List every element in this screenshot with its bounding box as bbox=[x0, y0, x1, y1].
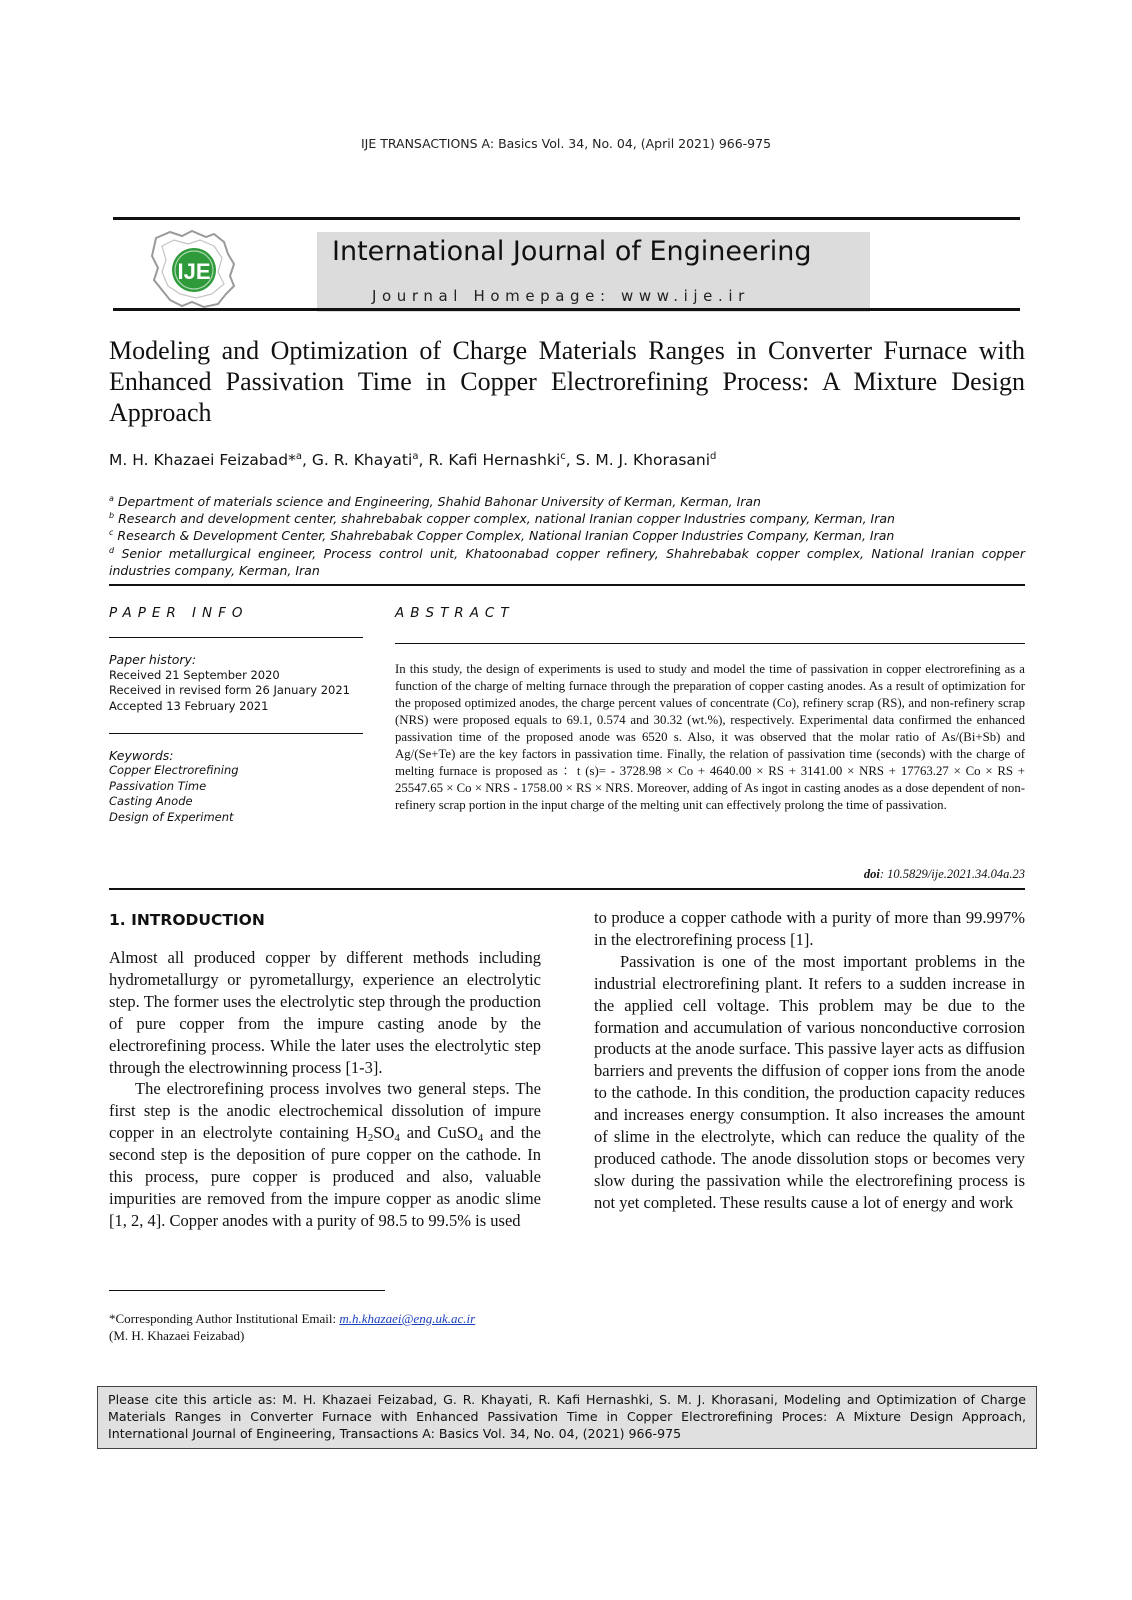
logo-text: IJE bbox=[177, 259, 211, 284]
author-name: G. R. Khayati bbox=[311, 451, 413, 470]
paper-info-rule bbox=[109, 637, 363, 638]
banner-bottom-rule bbox=[113, 308, 1020, 311]
affiliation-text: Senior metallurgical engineer, Process control unit, Khatoonabad copper refinery, Shahrebabak copper complex, National Iranian copper industries company, Kerman, Iran bbox=[109, 546, 1025, 579]
author-affiliation-mark: a bbox=[295, 451, 302, 462]
affiliation-mark: d bbox=[109, 546, 115, 555]
left-column bbox=[109, 947, 541, 1232]
subscript: 4 bbox=[477, 1132, 484, 1145]
right-column bbox=[594, 907, 1025, 1214]
text-run: and CuSO bbox=[399, 1123, 478, 1143]
paper-info-heading: PAPER INFO bbox=[109, 605, 249, 621]
section-rule bbox=[109, 584, 1025, 586]
author-separator: , bbox=[301, 451, 312, 470]
keywords-rule bbox=[109, 733, 363, 734]
revised-date: Received in revised form 26 January 2021 bbox=[109, 683, 350, 697]
author-affiliation-mark: a bbox=[412, 451, 419, 462]
author-name: R. Kafi Hernashki bbox=[428, 451, 561, 470]
subscript: 2 bbox=[367, 1132, 374, 1145]
affiliation-mark: c bbox=[109, 528, 114, 537]
doi-value: : 10.5829/ije.2021.34.04a.23 bbox=[879, 867, 1025, 881]
keywords-block bbox=[109, 748, 239, 825]
doi[interactable] bbox=[864, 867, 1025, 882]
citation-box: Please cite this article as: M. H. Khazaei Feizabad, G. R. Khayati, R. Kafi Hernashki, S. M. J. Khorasani, Modeling and Optimization of Charge Materials Ranges in Converter Furnace with Enhanced Passivation Time in Copper Electrorefining Proces: A Mixture Design Approach, International Journal of Engineering, Transactions A: Basics Vol. 34, No. 04, (2021) 966-975 bbox=[97, 1386, 1037, 1449]
journal-logo bbox=[148, 228, 240, 310]
affiliation-text: Department of materials science and Engineering, Shahid Bahonar University of Kerman, Kerman, Iran bbox=[117, 494, 761, 510]
author-list bbox=[109, 451, 716, 469]
keyword: Casting Anode bbox=[109, 794, 193, 808]
text-run: SO bbox=[373, 1123, 395, 1143]
corresponding-author-footnote bbox=[109, 1310, 475, 1344]
running-header: IJE TRANSACTIONS A: Basics Vol. 34, No. 04, (April 2021) 966-975 bbox=[360, 136, 772, 151]
abstract-heading: ABSTRACT bbox=[395, 605, 515, 621]
footnote-rule bbox=[109, 1290, 385, 1291]
author-separator: , bbox=[418, 451, 429, 470]
accepted-date: Accepted 13 February 2021 bbox=[109, 698, 269, 713]
keyword: Copper Electrorefining bbox=[109, 763, 239, 777]
paragraph: to produce a copper cathode with a purity of more than 99.997% in the electrorefining process [1]. bbox=[594, 908, 1025, 949]
author-affiliation-mark: c bbox=[560, 451, 566, 462]
paper-title: Modeling and Optimization of Charge Materials Ranges in Converter Furnace with Enhanced Passivation Time in Copper Electrorefining Process: A Mixture Design Approach bbox=[109, 336, 1025, 427]
footnote-prefix: *Corresponding Author Institutional Email: bbox=[109, 1311, 340, 1326]
section-rule bbox=[109, 888, 1025, 890]
affiliation-text: Research & Development Center, Shahrebabak Copper Complex, National Iranian Copper Industries Company, Kerman, Iran bbox=[117, 528, 895, 544]
keyword: Design of Experiment bbox=[109, 809, 234, 824]
subscript: 4 bbox=[394, 1132, 400, 1145]
text-run: The electrorefining process involves two general steps. The first step is the anodic electrochemical dissolution of impure copper in an electrolyte containing H bbox=[109, 1079, 541, 1143]
journal-homepage: Journal Homepage: www.ije.ir bbox=[372, 287, 750, 305]
keywords-label-text: Keywords bbox=[109, 748, 170, 763]
author-name: S. M. J. Khorasani bbox=[575, 451, 711, 470]
paper-history bbox=[109, 652, 350, 714]
paragraph: Passivation is one of the most important problems in the industrial electrorefining plant. It refers to a sudden increase in the applied cell voltage. This problem may be due to the formation and accumulation of various nonconductive corrosion products at the anode surface. This passive layer acts as diffusion barriers and prevents the diffusion of copper ions from the anode to the cathode. In this condition, the production capacity reduces and increases energy consumption. It also increases the amount of slime in the electrolyte, which can reduce the quality of the produced cathode. The anode dissolution stops or becomes very slow during the passivation while the electrorefining process is not yet completed. These results cause a lot of energy and work bbox=[594, 951, 1025, 1212]
affiliation-text: Research and development center, shahrebabak copper complex, national Iranian copper Industries company, Kerman, Iran bbox=[118, 511, 895, 527]
text-run: and the second step is the deposition of pure copper on the cathode. In this process, pure copper is produced and also, valuable impurities are removed from the impure copper as anodic slime [1, 2, 4]. Copper anodes with a purity of 98.5 to 99.5% is used bbox=[109, 1123, 542, 1230]
footnote-author-name: (M. H. Khazaei Feizabad) bbox=[109, 1328, 245, 1343]
affiliation bbox=[109, 542, 1025, 579]
author-affiliation-mark: d bbox=[710, 451, 717, 462]
doi-label: doi bbox=[863, 867, 880, 881]
author-separator: , bbox=[565, 451, 576, 470]
journal-name: International Journal of Engineering bbox=[332, 236, 812, 267]
paper-history-label: Paper history: bbox=[109, 652, 197, 667]
abstract-rule bbox=[395, 643, 1025, 644]
affiliation-mark: a bbox=[109, 494, 114, 503]
affiliation-mark: b bbox=[109, 511, 115, 520]
keyword: Passivation Time bbox=[109, 778, 207, 793]
paragraph: Almost all produced copper by different methods including hydrometallurgy or pyrometallurgy, experience an electrolytic step. The former uses the electrolytic step through the production of pure copper from the impure casting anode by the electrorefining process. While the later uses the electrolytic step through the electrowinning process [1-3]. bbox=[109, 948, 541, 1077]
keywords-label: Keywords: bbox=[109, 748, 174, 763]
author-email-link[interactable]: m.h.khazaei@eng.uk.ac.ir bbox=[339, 1311, 476, 1326]
paragraph bbox=[109, 1078, 541, 1231]
abstract-text: In this study, the design of experiments is used to study and model the time of passivation in copper electrorefining as a function of the charge of melting furnace through the preparation of copper casting anodes. As a result of optimization for the proposed optimized anodes, the charge percent values of concentrate (Co), refinery scrap (RS), and non-refinery scrap (NRS) were proposed equals to 69.1, 0.574 and 30.32 (wt.%), respectively. Experimental data confirmed the enhanced passivation time of the proposed anode was 6520 s. Also, it was observed that the molar ratio of As/(Bi+Sb) and Ag/(Se+Te) are the key factors in passivation time. Finally, the relation of passivation time (seconds) with the charge of melting furnace is proposed as ：t (s)= - 3728.98 × Co + 4640.00 × RS + 3141.00 × NRS + 17763.27 × Co × RS + 25547.65 × Co × NRS - 1758.00 × RS × NRS. Moreover, adding of As ingot in casting anodes as a dose dependent of non-refinery scrap portion in the input charge of the melting unit can effectively prolong the time of passivation. bbox=[395, 662, 1025, 812]
received-date: Received 21 September 2020 bbox=[109, 667, 280, 682]
section-heading: 1. INTRODUCTION bbox=[109, 911, 265, 929]
banner-top-rule bbox=[113, 217, 1020, 220]
author-name: M. H. Khazaei Feizabad* bbox=[109, 451, 296, 470]
